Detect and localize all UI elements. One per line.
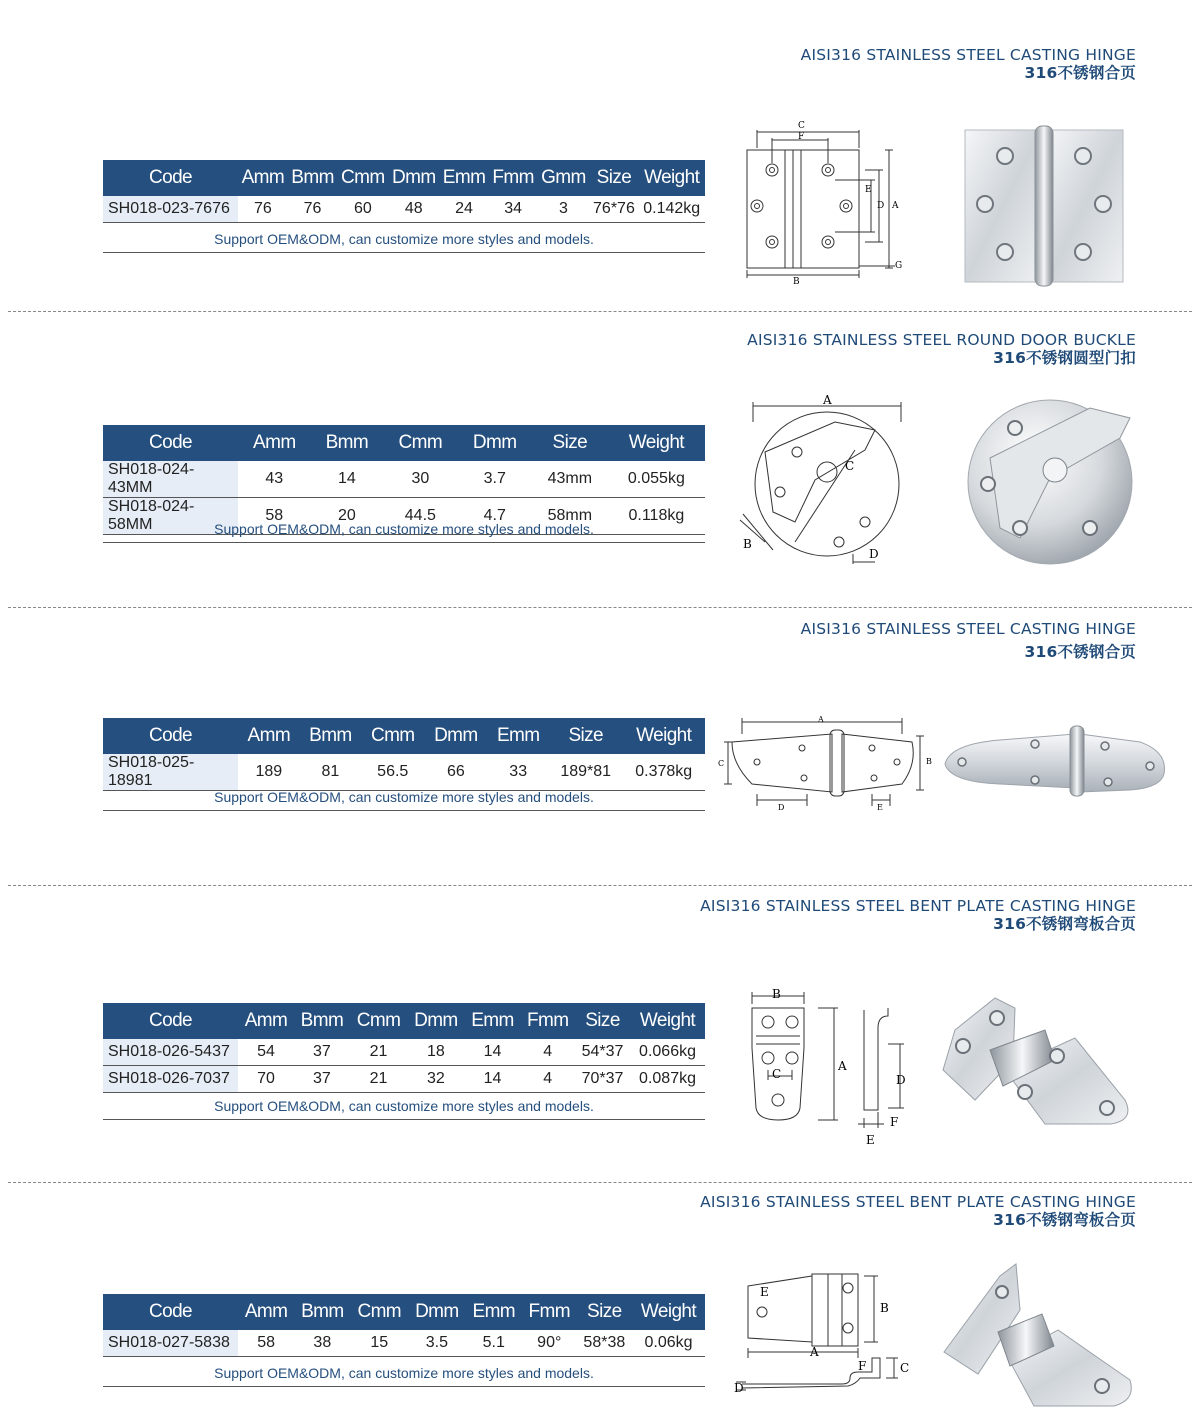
oem-note: Support OEM&ODM, can customize more styles and models. [103, 1093, 705, 1120]
column-header: Amm [238, 425, 311, 461]
spec-cell: 66 [424, 754, 487, 791]
column-header: Bmm [311, 425, 384, 461]
column-header: Amm [238, 1294, 294, 1330]
dim-label: F [858, 1359, 867, 1373]
column-header: Weight [608, 425, 705, 461]
dim-label: A [818, 715, 824, 724]
table-row [103, 1066, 705, 1093]
spec-cell: 37 [294, 1066, 350, 1093]
dim-label: A [838, 1059, 847, 1073]
title-en: AISI316 STAINLESS STEEL BENT PLATE CASTING HINGE [700, 897, 1136, 915]
title-en: AISI316 STAINLESS STEEL ROUND DOOR BUCKLE [747, 331, 1136, 349]
title-zh: 316不锈钢合页 [1024, 64, 1136, 82]
dim-label: B [743, 537, 752, 551]
dim-label: D [869, 547, 879, 561]
spec-cell: 189*81 [549, 754, 622, 791]
spec-cell: 0.06kg [632, 1330, 705, 1357]
spec-cell: 34 [489, 196, 537, 223]
product-photo-5 [938, 1262, 1138, 1412]
oem-note: Support OEM&ODM, can customize more styles and models. [103, 1360, 705, 1387]
table-row [103, 461, 705, 498]
spec-cell: 14 [465, 1066, 521, 1093]
column-header: Bmm [294, 1294, 350, 1330]
dim-label: B [880, 1301, 889, 1315]
product-code-cell: SH018-026-5437 [103, 1039, 238, 1066]
spec-cell: 43mm [532, 461, 608, 498]
spec-cell: 76 [288, 196, 338, 223]
spec-cell: 43 [238, 461, 311, 498]
dimension-drawing-2 [735, 392, 920, 564]
dim-label: C [845, 459, 855, 473]
column-header-code: Code [103, 1003, 238, 1039]
title-zh: 316不锈钢弯板合页 [993, 1211, 1136, 1229]
dim-label: E [760, 1285, 769, 1299]
dim-label: C [798, 121, 805, 131]
oem-note: Support OEM&ODM, can customize more styles and models. [103, 784, 705, 811]
column-header-code: Code [103, 425, 238, 461]
oem-note: Support OEM&ODM, can customize more styles and models. [103, 226, 705, 253]
spec-cell: 38 [294, 1330, 350, 1357]
column-header: Bmm [294, 1003, 350, 1039]
table-header-row [103, 160, 705, 196]
product-code-cell: SH018-023-7676 [103, 196, 238, 223]
section-divider [8, 885, 1192, 886]
column-header: Emm [466, 1294, 522, 1330]
column-header: Dmm [458, 425, 532, 461]
title-en: AISI316 STAINLESS STEEL CASTING HINGE [800, 620, 1136, 638]
product-code-cell: SH018-026-7037 [103, 1066, 238, 1093]
column-header: Size [549, 718, 622, 754]
dim-label: A [823, 393, 832, 407]
spec-cell: 60 [337, 196, 388, 223]
product-photo-2 [960, 398, 1142, 566]
column-header-code: Code [103, 160, 238, 196]
table-row [103, 1330, 705, 1357]
spec-cell: 33 [487, 754, 549, 791]
spec-cell: 3 [537, 196, 589, 223]
column-header: Cmm [361, 718, 424, 754]
spec-cell: 37 [294, 1039, 350, 1066]
column-header: Amm [238, 160, 288, 196]
dim-label: D [877, 201, 885, 211]
spec-cell: 4 [520, 1039, 575, 1066]
column-header: Weight [632, 1294, 705, 1330]
spec-cell: 5.1 [466, 1330, 522, 1357]
dim-label: D [778, 803, 785, 812]
title-en: AISI316 STAINLESS STEEL BENT PLATE CASTING HINGE [700, 1193, 1136, 1211]
spec-cell: 189 [238, 754, 300, 791]
dim-label: G [895, 261, 903, 271]
spec-table-3 [103, 718, 705, 791]
dim-label: C [900, 1361, 910, 1375]
column-header: Size [590, 160, 639, 196]
oem-note: Support OEM&ODM, can customize more styles and models. [103, 516, 705, 543]
product-code-cell: SH018-027-5838 [103, 1330, 238, 1357]
product-code-cell: SH018-025-18981 [103, 754, 238, 791]
column-header: Emm [439, 160, 489, 196]
dim-label: B [772, 988, 781, 1001]
table-row [103, 196, 705, 223]
column-header: Bmm [288, 160, 338, 196]
title-en: AISI316 STAINLESS STEEL CASTING HINGE [800, 46, 1136, 64]
product-photo-1 [955, 118, 1135, 293]
spec-cell: 4 [520, 1066, 575, 1093]
spec-cell: 58*38 [577, 1330, 632, 1357]
column-header: Fmm [489, 160, 537, 196]
spec-cell: 3.5 [408, 1330, 466, 1357]
spec-cell: 0.087kg [630, 1066, 705, 1093]
column-header: Fmm [520, 1003, 575, 1039]
spec-cell: 3.7 [458, 461, 532, 498]
spec-cell: 58mm [532, 498, 608, 535]
spec-cell: 70*37 [575, 1066, 630, 1093]
column-header: Cmm [383, 425, 457, 461]
product-code-cell: SH018-024-43MM [103, 461, 238, 498]
spec-cell: 81 [300, 754, 362, 791]
spec-cell: 76*76 [590, 196, 639, 223]
spec-cell: 18 [407, 1039, 464, 1066]
column-header: Cmm [337, 160, 388, 196]
spec-cell: 20 [311, 498, 384, 535]
dim-label: E [866, 1133, 875, 1147]
dim-label: C [718, 759, 725, 768]
column-header: Weight [622, 718, 705, 754]
dim-label: E [877, 803, 883, 812]
column-header: Emm [487, 718, 549, 754]
spec-cell: 24 [439, 196, 489, 223]
spec-cell: 0.142kg [638, 196, 705, 223]
dimension-drawing-4 [738, 988, 918, 1148]
dimension-drawing-5 [732, 1272, 917, 1400]
spec-cell: 76 [238, 196, 288, 223]
spec-cell: 0.378kg [622, 754, 705, 791]
table-header-row [103, 1003, 705, 1039]
column-header: Dmm [424, 718, 487, 754]
spec-cell: 44.5 [383, 498, 457, 535]
product-photo-4 [935, 990, 1145, 1130]
spec-cell: 58 [238, 498, 311, 535]
dim-label: D [734, 1381, 744, 1395]
spec-cell: 0.066kg [630, 1039, 705, 1066]
dim-label: B [793, 277, 800, 287]
table-header-row [103, 425, 705, 461]
column-header: Cmm [350, 1294, 408, 1330]
column-header: Cmm [350, 1003, 407, 1039]
column-header: Fmm [522, 1294, 577, 1330]
product-title-5 [700, 1193, 1136, 1229]
section-divider [8, 607, 1192, 608]
column-header-code: Code [103, 718, 238, 754]
column-header: Size [532, 425, 608, 461]
title-zh: 316不锈钢合页 [1024, 643, 1136, 661]
dim-label: F [798, 132, 805, 142]
spec-cell: 48 [388, 196, 439, 223]
column-header: Weight [638, 160, 705, 196]
spec-cell: 70 [238, 1066, 294, 1093]
spec-cell: 54 [238, 1039, 294, 1066]
spec-cell: 0.118kg [608, 498, 705, 535]
spec-table-5 [103, 1294, 705, 1357]
product-title-4 [700, 897, 1136, 933]
column-header: Weight [630, 1003, 705, 1039]
dim-label: A [810, 1345, 819, 1359]
spec-cell: 90° [522, 1330, 577, 1357]
section-divider [8, 311, 1192, 312]
table-header-row [103, 1294, 705, 1330]
column-header: Dmm [388, 160, 439, 196]
section-divider [8, 1182, 1192, 1183]
spec-table-1 [103, 160, 705, 223]
column-header: Dmm [408, 1294, 466, 1330]
spec-cell: 4.7 [458, 498, 532, 535]
spec-cell: 21 [350, 1066, 407, 1093]
column-header: Size [575, 1003, 630, 1039]
product-title-2 [747, 331, 1136, 367]
spec-cell: 56.5 [361, 754, 424, 791]
spec-cell: 14 [465, 1039, 521, 1066]
title-zh: 316不锈钢圆型门扣 [993, 349, 1136, 367]
spec-cell: 0.055kg [608, 461, 705, 498]
spec-table-4 [103, 1003, 705, 1093]
title-zh: 316不锈钢弯板合页 [993, 915, 1136, 933]
column-header: Dmm [407, 1003, 464, 1039]
column-header: Size [577, 1294, 632, 1330]
table-row [103, 1039, 705, 1066]
spec-cell: 30 [383, 461, 457, 498]
spec-cell: 21 [350, 1039, 407, 1066]
product-title-3 [801, 620, 1136, 661]
dimension-drawing-1 [735, 118, 915, 290]
spec-cell: 32 [407, 1066, 464, 1093]
spec-cell: 15 [350, 1330, 408, 1357]
dimension-drawing-3 [712, 712, 937, 812]
spec-cell: 54*37 [575, 1039, 630, 1066]
product-code-cell: SH018-024-58MM [103, 498, 238, 535]
column-header: Gmm [537, 160, 589, 196]
dim-label: E [865, 185, 872, 195]
table-header-row [103, 718, 705, 754]
column-header: Bmm [300, 718, 362, 754]
product-photo-3 [940, 722, 1170, 802]
spec-cell: 14 [311, 461, 384, 498]
dim-label: D [896, 1073, 906, 1087]
column-header-code: Code [103, 1294, 238, 1330]
product-title-1 [801, 46, 1136, 82]
spec-cell: 58 [238, 1330, 294, 1357]
dim-label: C [772, 1067, 782, 1081]
dim-label: A [892, 201, 899, 211]
column-header: Amm [238, 1003, 294, 1039]
dim-label: F [890, 1115, 899, 1129]
column-header: Emm [465, 1003, 521, 1039]
column-header: Amm [238, 718, 300, 754]
dim-label: B [926, 757, 932, 766]
